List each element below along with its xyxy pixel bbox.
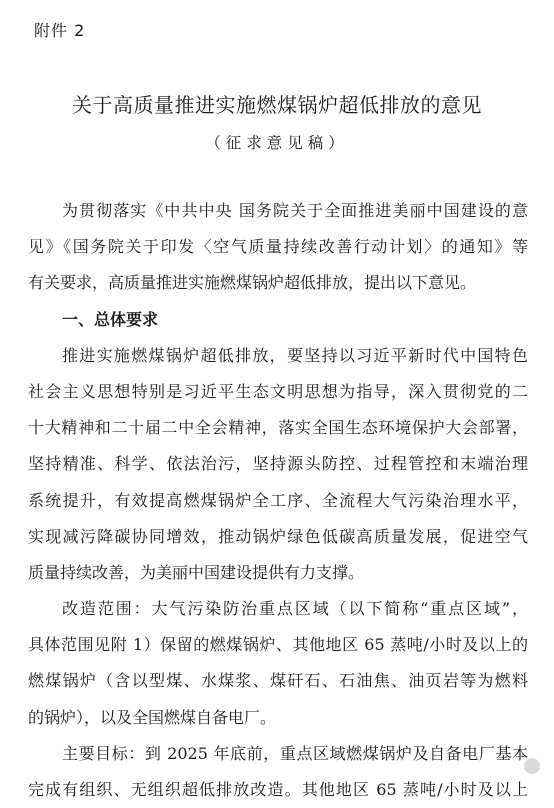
paragraph-line: 具体范围见附 1）保留的燃煤锅炉、其他地区 65 蒸吨/小时及以上的 bbox=[28, 635, 528, 655]
paragraph-line: 有关要求，高质量推进实施燃煤锅炉超低排放，提出以下意见。 bbox=[28, 273, 477, 293]
watermark bbox=[524, 758, 540, 774]
paragraph-line: 十大精神和二十届二中全会精神，落实全国生态环境保护大会部署， bbox=[28, 418, 528, 438]
paragraph-line: 改造范围：大气污染防治重点区域（以下简称“重点区域”， bbox=[62, 599, 528, 619]
paragraph-line: 主要目标：到 2025 年底前，重点区域燃煤锅炉及自备电厂基本 bbox=[62, 743, 528, 763]
paragraph-line: 完成有组织、无组织超低排放改造。其他地区 65 蒸吨/小时及以上 bbox=[28, 780, 528, 799]
paragraph-line: 系统提升，有效提高燃煤锅炉全工序、全流程大气污染治理水平， bbox=[28, 490, 528, 510]
paragraph-line: 见》《国务院关于印发〈空气质量持续改善行动计划〉的通知》等 bbox=[28, 237, 528, 257]
paragraph-line: 坚持精准、科学、依法治污，坚持源头防控、过程管控和末端治理 bbox=[28, 454, 528, 474]
document-subtitle: （征求意见稿） bbox=[205, 134, 349, 152]
paragraph-line: 推进实施燃煤锅炉超低排放，要坚持以习近平新时代中国特色 bbox=[62, 345, 528, 365]
attachment-label: 附件 2 bbox=[34, 21, 86, 40]
paragraph-line: 质量持续改善，为美丽中国建设提供有力支撑。 bbox=[28, 562, 365, 582]
document-title: 关于高质量推进实施燃煤锅炉超低排放的意见 bbox=[72, 93, 482, 117]
paragraph-line: 社会主义思想特别是习近平生态文明思想为指导，深入贯彻党的二 bbox=[28, 381, 528, 401]
paragraph-line: 的锅炉），以及全国燃煤自备电厂。 bbox=[28, 707, 277, 727]
paragraph-line: 燃煤锅炉（含以型煤、水煤浆、煤矸石、石油焦、油页岩等为燃料 bbox=[28, 671, 528, 691]
watermark-logo-icon bbox=[524, 758, 540, 774]
paragraph-line: 实现减污降碳协同增效，推动锅炉绿色低碳高质量发展，促进空气 bbox=[28, 526, 528, 546]
paragraph-line: 为贯彻落实《中共中央 国务院关于全面推进美丽中国建设的意 bbox=[62, 201, 528, 220]
section-heading: 一、总体要求 bbox=[62, 309, 159, 329]
document-body bbox=[28, 193, 528, 808]
